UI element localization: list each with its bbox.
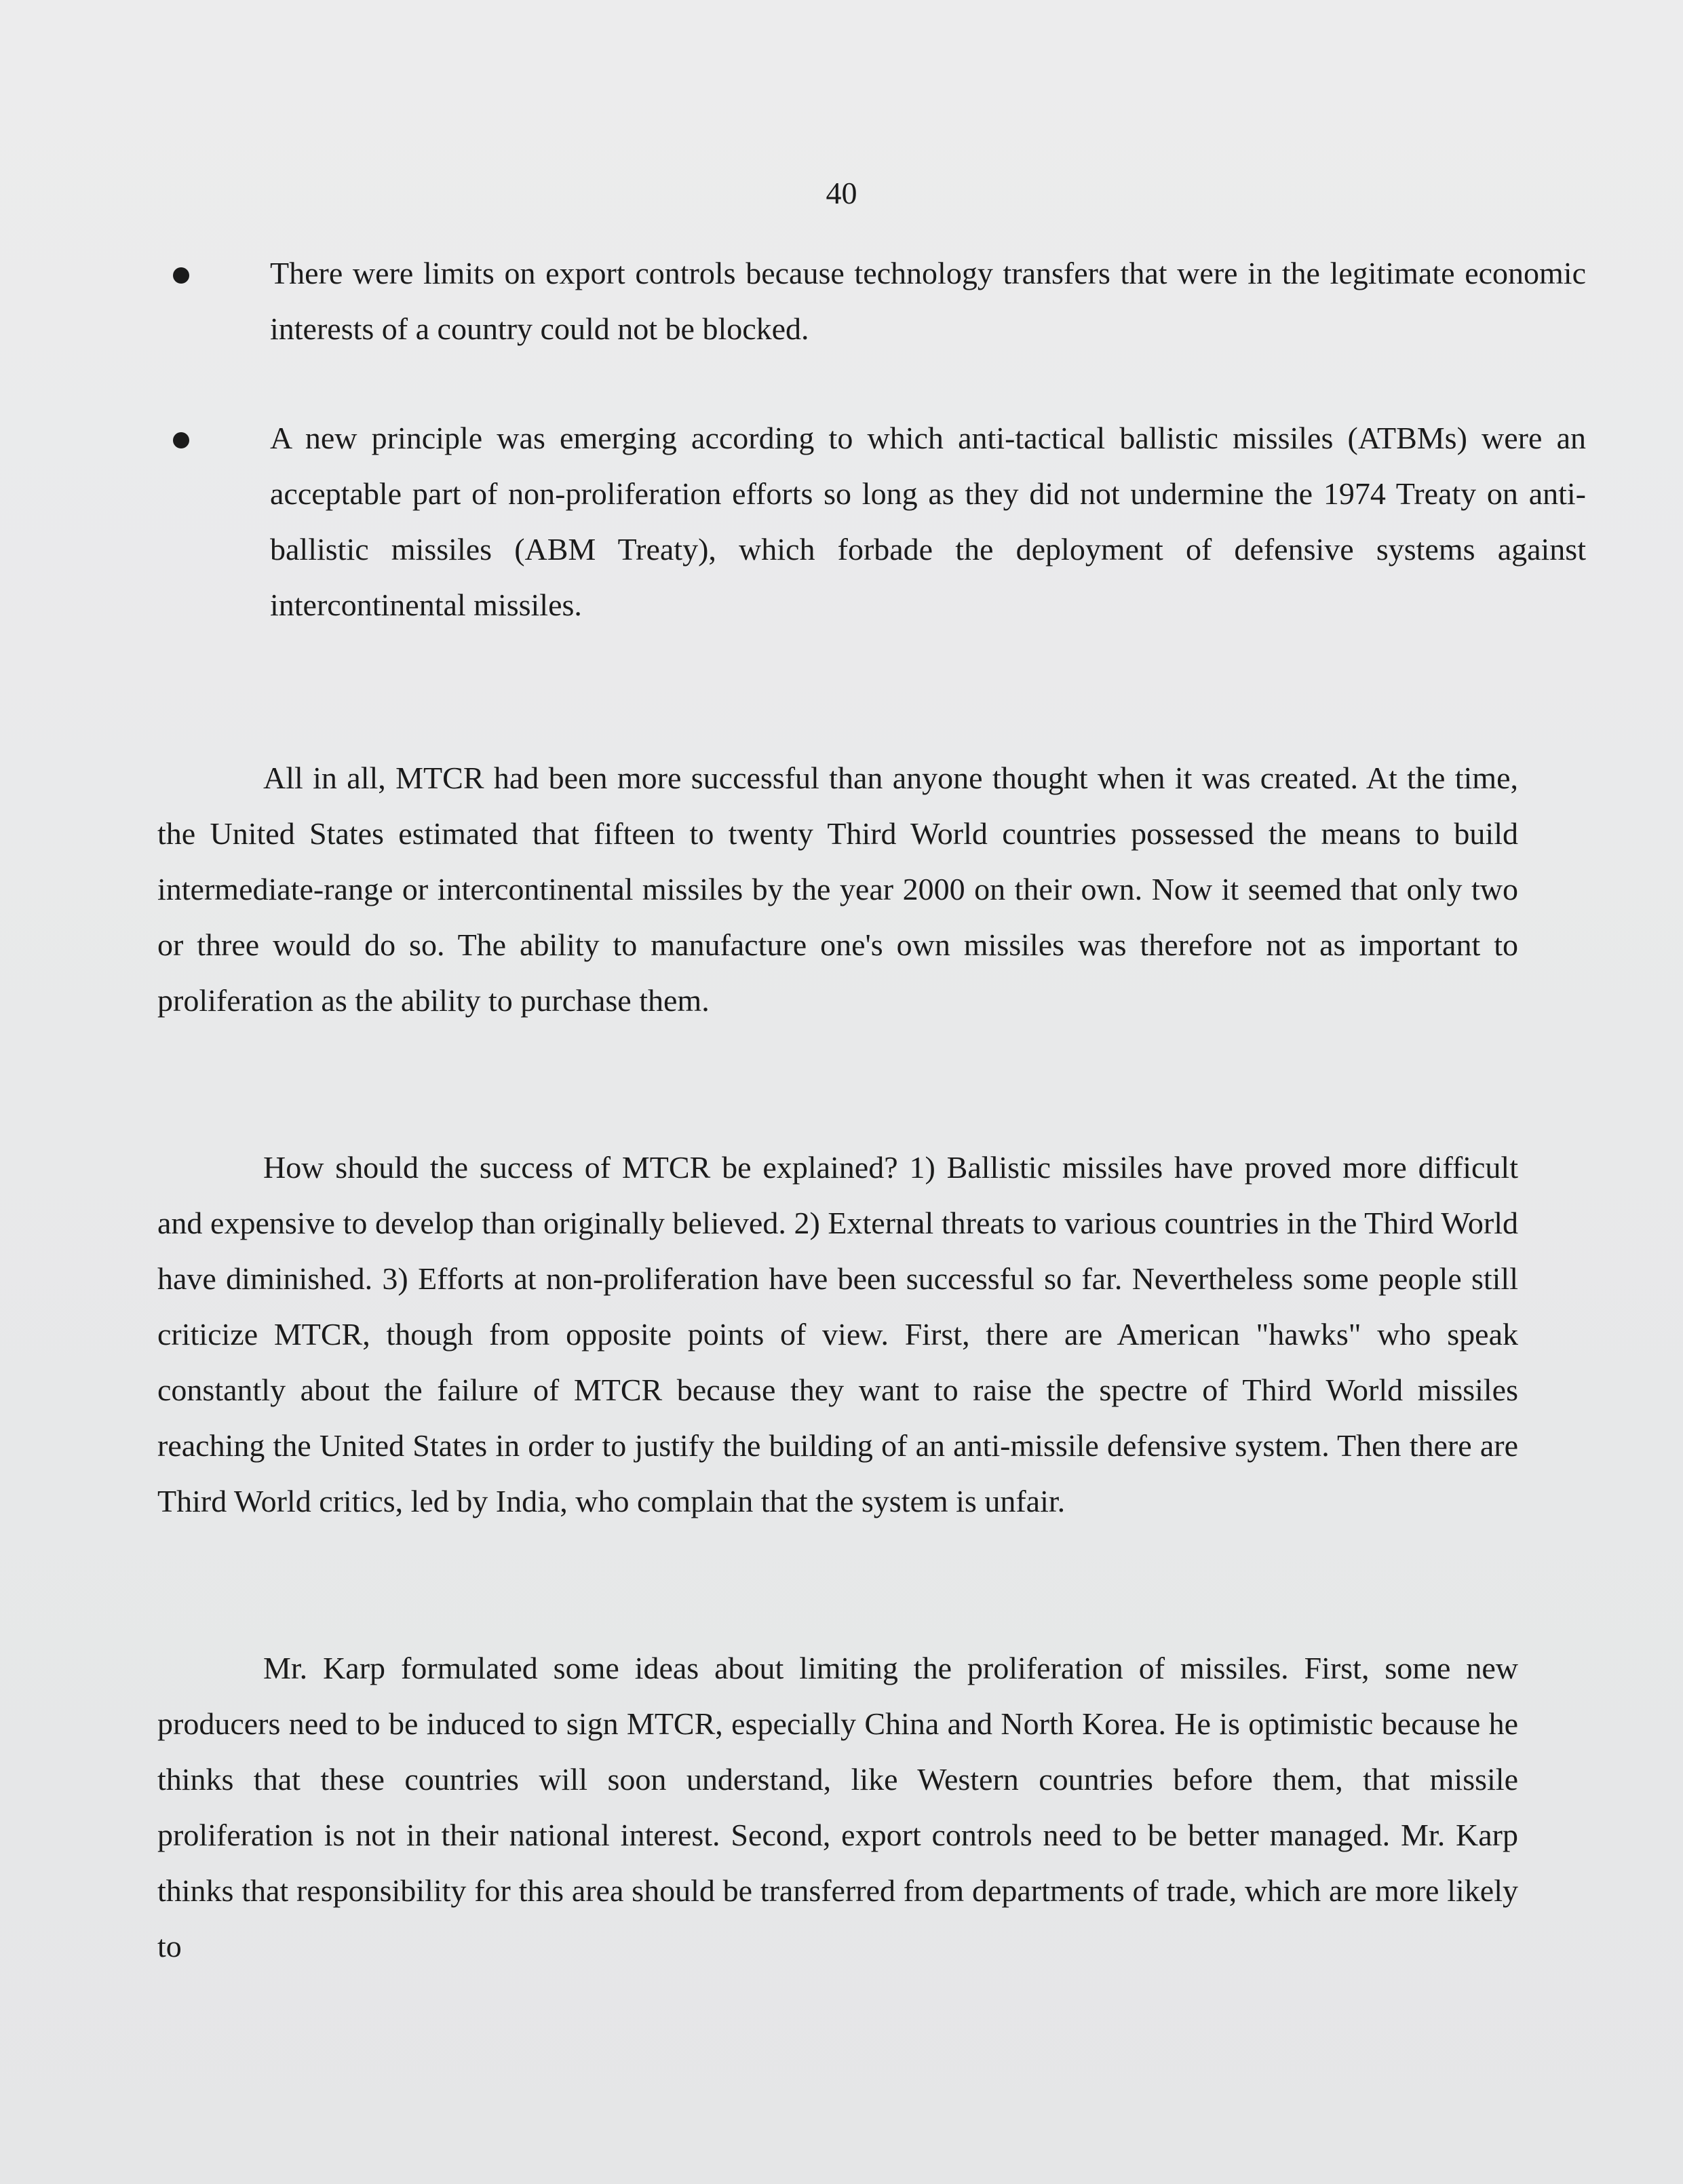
bullet-dot-icon — [173, 267, 189, 284]
bullet-text: There were limits on export controls because technology transfers that were in the legitimate economic interests of a country could not be blocked. — [270, 256, 1586, 346]
body-paragraph: Mr. Karp formulated some ideas about limiting the proliferation of missiles. First, some new producers need to be induced to sign MTCR, especially China and North Korea. He is optimistic because he thinks that these countries will soon understand, like Western countries before them, that missile proliferation is not in their national interest. Second, export controls need to be better managed. Mr. Karp thinks that responsibility for this area should be transferred from departments of trade, which are more likely to — [157, 1651, 1518, 1963]
page-number: 40 — [826, 176, 857, 210]
body-paragraph: How should the success of MTCR be explained? 1) Ballistic missiles have proved more difficult and expensive to develop than originally believed. 2) External threats to various countries in the Third World have diminished. 3) Efforts at non-proliferation have been successful so far. Nevertheless some people still criticize MTCR, though from opposite points of view. First, there are American "hawks" who speak constantly about the failure of MTCR because they want to raise the spectre of Third World missiles reaching the United States in order to justify the building of an anti-missile defensive system. Then there are Third World critics, led by India, who complain that the system is unfair. — [157, 1150, 1518, 1518]
body-paragraph: All in all, MTCR had been more successful than anyone thought when it was created. At the time, the United States estimated that fifteen to twenty Third World countries possessed the means to build intermediate-range or intercontinental missiles by the year 2000 on their own. Now it seemed that only two or three would do so. The ability to manufacture one's own missiles was therefore not as important to proliferation as the ability to purchase them. — [157, 761, 1518, 1018]
bullet-text: A new principle was emerging according to which anti-tactical ballistic missiles (ATBMs) were an acceptable part of non-proliferation efforts so long as they did not undermine the 1974 Treaty on anti-ballistic missiles (ABM Treaty), which forbade the deployment of defensive systems against intercontinental missiles. — [270, 421, 1586, 622]
bullet-dot-icon — [173, 432, 189, 448]
